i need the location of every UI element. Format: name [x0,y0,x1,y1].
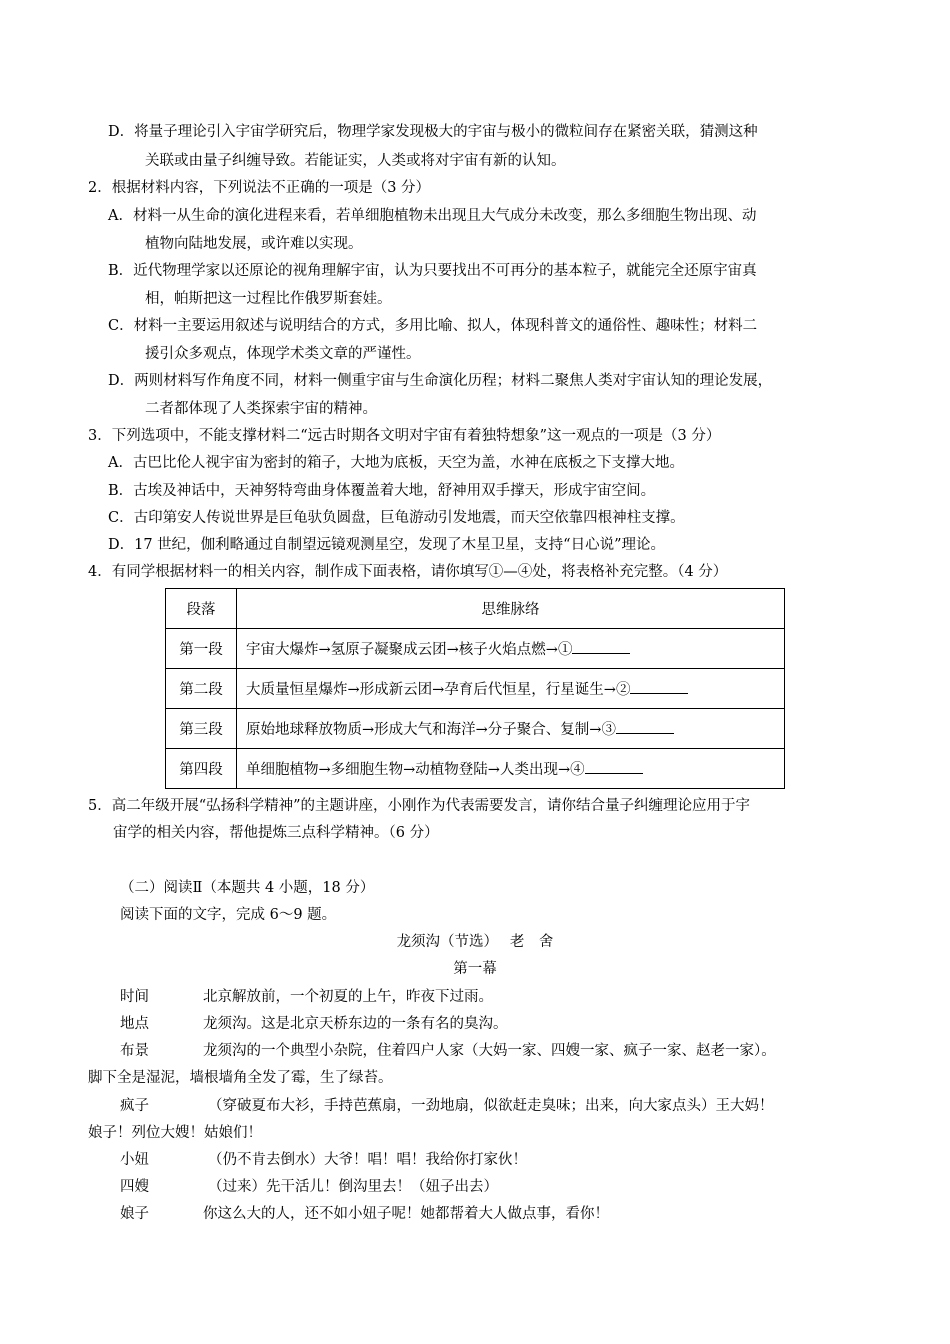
speaker-name: 娘子 [120,1206,149,1222]
row-thread-cell [237,749,785,789]
speaker-name: 四嫂 [120,1179,149,1195]
row-thread: 原始地球释放物质→形成大气和海洋→分子聚合、复制→③ [246,722,616,738]
speaker-name: 疯子 [120,1098,149,1114]
scene-text-line2: 脚下全是湿泥，墙根墙角全发了霉，生了绿苔。 [88,1070,393,1086]
table-row [166,749,785,789]
speaker-line: （过来）先干活儿！倒沟里去！（妞子出去） [208,1179,498,1195]
time-text: 北京解放前，一个初夏的上午，昨夜下过雨。 [203,989,493,1005]
q2-option-c-line2: 援引众多观点，体现学术类文章的严谨性。 [145,346,421,362]
q5-line2: 宙学的相关内容，帮他提炼三点科学精神。（6 分） [113,825,439,841]
passage-act: 第一幕 [453,961,497,977]
row-segment: 第一段 [166,629,237,669]
passage-title: 龙须沟（节选） 老 舍 [396,934,554,950]
speaker-line: 你这么大的人，还不如小妞子呢！她都帮着大人做点事，看你！ [203,1206,609,1222]
q2-option-b-line2: 相，帕斯把这一过程比作俄罗斯套娃。 [145,291,392,307]
row-segment: 第二段 [166,669,237,709]
scene-text-line1: 龙须沟的一个典型小杂院，住着四户人家（大妈一家、四嫂一家、疯子一家、赵老一家）。 [203,1043,776,1059]
q1-option-d-line2: 关联或由量子纠缠导致。若能证实，人类或将对宇宙有新的认知。 [145,153,566,169]
q3-option-c: C．古印第安人传说世界是巨龟驮负圆盘，巨龟游动引发地震，而天空依靠四根神柱支撑。 [108,510,685,526]
row-thread: 单细胞植物→多细胞生物→动植物登陆→人类出现→④ [246,762,585,778]
q2-stem: 2．根据材料内容，下列说法不正确的一项是（3 分） [88,180,431,196]
row-segment: 第四段 [166,749,237,789]
row-thread-cell [237,669,785,709]
scene-label: 布景 [120,1043,149,1059]
answer-blank-1[interactable] [572,639,630,654]
table-row [166,709,785,749]
q2-option-c-line1: C．材料一主要运用叙述与说明结合的方式，多用比喻、拟人，体现科普文的通俗性、趣味性；材料二 [108,318,758,334]
q2-option-d-line2: 二者都体现了人类探索宇宙的精神。 [145,401,377,417]
q2-option-d-line1: D．两则材料写作角度不同，材料一侧重宇宙与生命演化历程；材料二聚焦人类对宇宙认知的理论发展， [108,373,773,389]
row-thread: 大质量恒星爆炸→形成新云团→孕育后代恒星，行星诞生→② [246,682,631,698]
table-row [166,629,785,669]
q4-stem: 4．有同学根据材料一的相关内容，制作成下面表格，请你填写①—④处，将表格补充完整。（4 分） [88,564,728,580]
q3-stem: 3．下列选项中，不能支撑材料二“远古时期各文明对宇宙有着独特想象”这一观点的一项是（3 分） [88,428,721,444]
reading2-section-heading: （二）阅读Ⅱ（本题共 4 小题，18 分） [120,880,375,896]
row-thread: 宇宙大爆炸→氢原子凝聚成云团→核子火焰点燃→① [246,642,573,658]
place-label: 地点 [120,1016,149,1032]
q5-line1: 5．高二年级开展“弘扬科学精神”的主题讲座，小刚作为代表需要发言，请你结合量子纠缠理论应用于宇 [88,798,751,814]
q1-option-d-line1: D．将量子理论引入宇宙学研究后，物理学家发现极大的宇宙与极小的微粒间存在紧密关联，猜测这种 [108,124,758,140]
speaker-line: （穿破夏布大衫，手持芭蕉扇，一劲地扇，似欲赶走臭味；出来，向大家点头）王大妈！ [208,1098,774,1114]
speaker-line: （仍不肯去倒水）大爷！唱！唱！我给你打家伙！ [208,1152,527,1168]
header-segment: 段落 [166,589,237,629]
header-thread: 思维脉络 [237,589,785,629]
table-row [166,669,785,709]
q2-option-b-line1: B．近代物理学家以还原论的视角理解宇宙，认为只要找出不可再分的基本粒子，就能完全还原宇宙真 [108,263,757,279]
q3-option-d: D．17 世纪，伽利略通过自制望远镜观测星空，发现了木星卫星，支持“日心说”理论。 [108,537,666,553]
q2-option-a-line2: 植物向陆地发展，或许难以实现。 [145,236,363,252]
q3-option-b: B．古埃及神话中，天神努特弯曲身体覆盖着大地，舒神用双手撑天，形成宇宙空间。 [108,483,656,499]
row-segment: 第三段 [166,709,237,749]
table-header-row [166,589,785,629]
q2-option-a-line1: A．材料一从生命的演化进程来看，若单细胞植物未出现且大气成分未改变，那么多细胞生物出现、动 [108,208,757,224]
row-thread-cell [237,709,785,749]
mind-map-table [165,588,785,789]
time-label: 时间 [120,989,149,1005]
place-text: 龙须沟。这是北京天桥东边的一条有名的臭沟。 [203,1016,508,1032]
speaker-name: 小妞 [120,1152,149,1168]
answer-blank-2[interactable] [630,679,688,694]
q3-option-a: A．古巴比伦人视宇宙为密封的箱子，大地为底板，天空为盖，水神在底板之下支撑大地。 [108,455,684,471]
answer-blank-4[interactable] [585,759,643,774]
reading2-instruction: 阅读下面的文字，完成 6～9 题。 [120,907,337,923]
answer-blank-3[interactable] [616,719,674,734]
row-thread-cell [237,629,785,669]
speaker-line-cont: 娘子！列位大嫂！姑娘们！ [88,1125,262,1141]
